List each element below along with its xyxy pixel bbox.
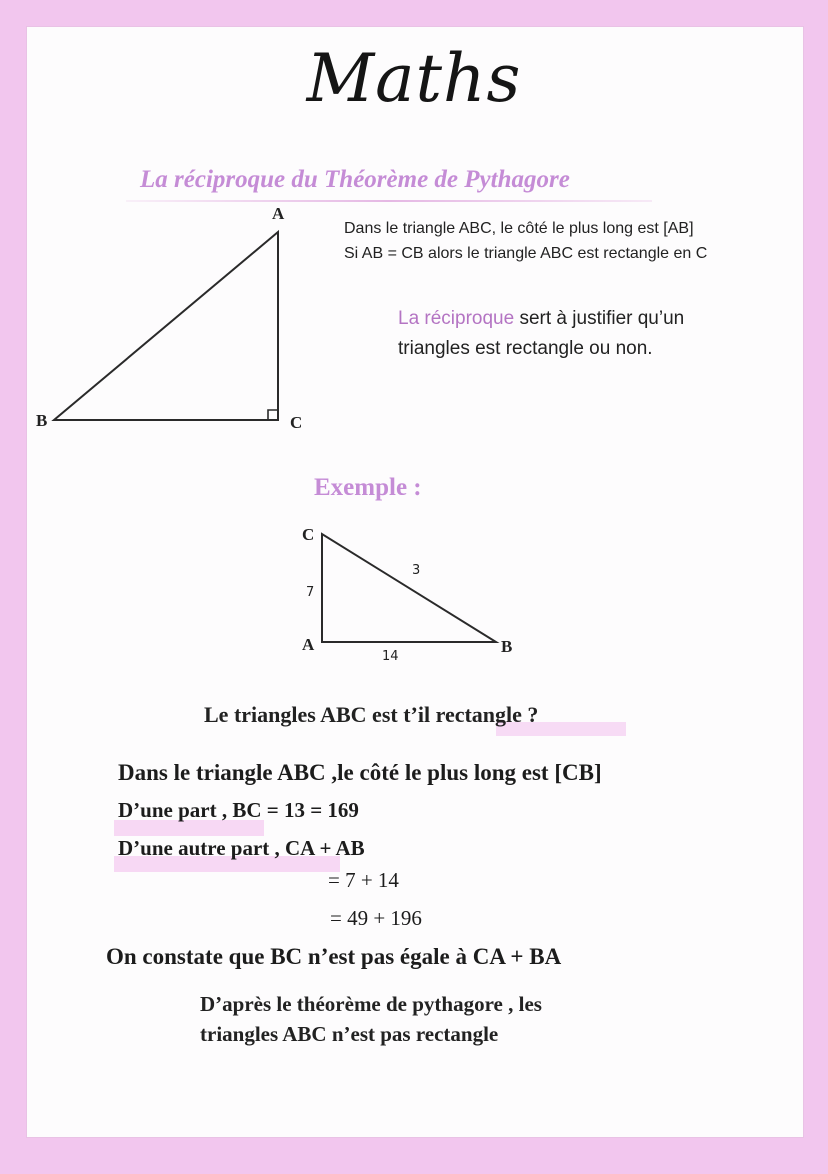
vertex-c-label: C: [290, 413, 303, 432]
reasoning-line-1: Dans le triangle ABC ,le côté le plus long est [CB]: [118, 760, 602, 785]
reasoning-line-3: D’une autre part , CA + AB: [118, 836, 365, 860]
reasoning-line-4: = 7 + 14: [328, 868, 399, 892]
worksheet-page: [26, 26, 804, 1138]
side-ca-value: 7: [306, 585, 315, 600]
conclusion-line-2: triangles ABC n’est pas rectangle: [200, 1022, 499, 1046]
definition-line-2: Si AB = CB alors le triangle ABC est rectangle en C: [344, 245, 708, 262]
lesson-subtitle: La réciproque du Théorème de Pythagore: [140, 166, 570, 193]
example-heading: Exemple :: [314, 474, 422, 501]
reasoning-line-2: D’une part , BC = 13 = 169: [118, 798, 359, 822]
example-vertex-a: A: [302, 635, 315, 654]
reasoning-line-5: = 49 + 196: [330, 906, 422, 930]
triangle-figure-2: [26, 26, 804, 686]
note-rest: sert à justifier qu’un: [514, 308, 685, 329]
example-vertex-b: B: [501, 637, 513, 656]
side-cb-value: 3: [412, 563, 421, 578]
definition-line-1: Dans le triangle ABC, le côté le plus long est [AB]: [344, 220, 694, 237]
vertex-a-label: A: [272, 204, 285, 223]
example-question: Le triangles ABC est t’il rectangle ?: [204, 702, 539, 727]
note-line-2: triangles est rectangle ou non.: [398, 338, 653, 359]
triangle-2-shape: [322, 534, 496, 642]
vertex-b-label: B: [36, 411, 48, 430]
page-title: Maths: [306, 40, 522, 117]
example-vertex-c: C: [302, 525, 315, 544]
conclusion-line-1: D’après le théorème de pythagore , les: [200, 992, 542, 1016]
side-ab-value: 14: [382, 649, 399, 664]
note-highlight: La réciproque: [398, 308, 515, 329]
reasoning-line-6: On constate que BC n’est pas égale à CA + BA: [106, 944, 562, 969]
